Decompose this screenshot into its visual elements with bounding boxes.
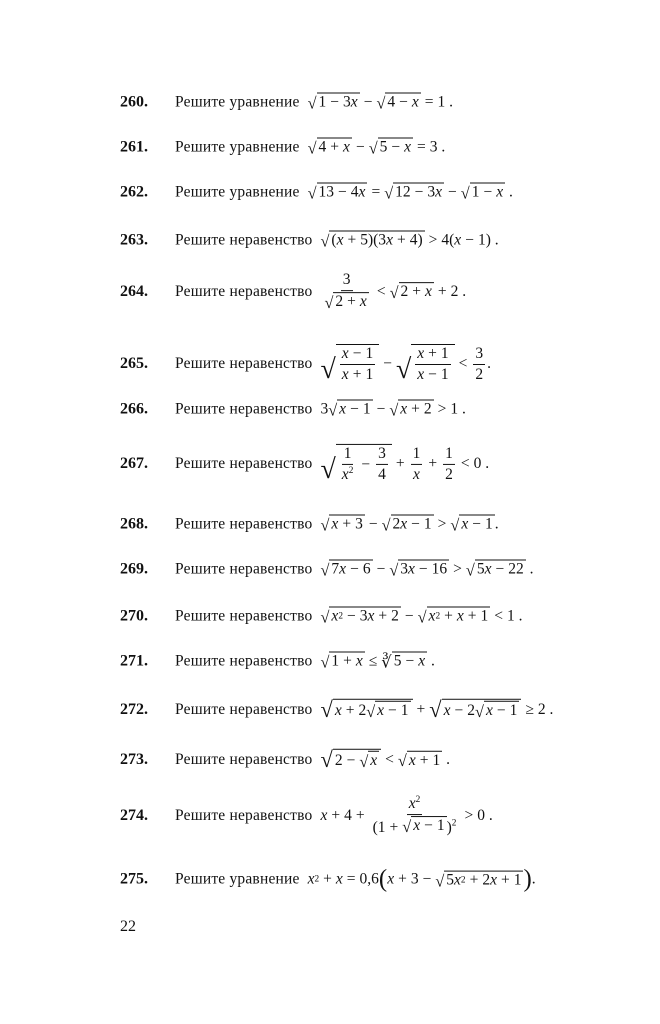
inequality: 3 √ 2 + x < √ 2 + x + 2 . [324, 271, 467, 312]
problem-text: Решите неравенство [175, 751, 313, 768]
problem-264 [120, 271, 466, 313]
inequality: √ x 2 − 3 x + 2 − √ x 2 + x + 1 < 1 . [320, 607, 523, 627]
problem-273 [120, 746, 450, 772]
problem-text: Решите неравенство [175, 701, 313, 718]
problem-270 [120, 607, 522, 626]
problem-263 [120, 231, 499, 250]
inequality: √ 7 x − 6 − √ 3 x − 16 > √ 5 x − 22 . [320, 560, 534, 580]
problem-number: 262. [120, 183, 148, 200]
problem-271 [120, 652, 435, 671]
problem-text: Решите уравнение [175, 93, 300, 110]
problem-text: Решите уравнение [175, 870, 300, 888]
equation: √ 1 − 3 x − √ 4 − x = 1 . [307, 93, 454, 113]
equation: √ 4 + x − √ 5 − x = 3 . [307, 138, 446, 158]
problem-number: 271. [120, 652, 148, 669]
problem-text: Решите неравенство [175, 807, 313, 824]
problem-text: Решите неравенство [175, 283, 313, 300]
problem-number: 268. [120, 515, 148, 532]
problem-text: Решите уравнение [175, 138, 300, 155]
problem-number: 260. [120, 93, 148, 110]
problem-text: Решите неравенство [175, 355, 313, 372]
inequality: √ $\frac{1}{x^2}$ − $\frac{3}{4}$ + $\frac{1}{x}$ + $\frac{1}{2}$ < 0 . [320, 444, 490, 486]
problem-269 [120, 560, 533, 579]
problem-text: Решите уравнение [175, 183, 300, 200]
problem-266 [120, 400, 466, 419]
equation: √ 13 − 4 x = √ 12 − 3 x − √ 1 − x . [307, 183, 513, 203]
problem-number: 272. [120, 701, 148, 718]
inequality: √ $\frac{x - 1}{x + 1}$ − √ $\frac{x + 1}{x - 1}$ < $\frac{3}{2}$ . [320, 344, 492, 386]
problem-260 [120, 93, 453, 112]
problem-number: 261. [120, 138, 148, 155]
problem-number: 270. [120, 607, 148, 624]
inequality: √ x + 2 √ x − 1 + √ x − 2 √ x − 1 ≥ 2 . [320, 696, 554, 722]
page-number: 22 [120, 918, 136, 935]
inequality: x + 4 + $x^2$ (1 + √ x − 1 )$^2$ > 0 . [320, 795, 493, 836]
problem-274 [120, 795, 493, 837]
problem-265 [120, 344, 491, 384]
problem-text: Решите неравенство [175, 400, 313, 417]
problem-number: 266. [120, 400, 148, 417]
problem-number: 265. [120, 355, 148, 372]
inequality: 3 √ x − 1 − √ x + 2 > 1 . [320, 400, 466, 420]
problem-267 [120, 444, 489, 484]
equation: x 2 + x = 0,6 ( x + 3 − √ 5 x 2 + 2 x + 1 ) . [307, 865, 536, 893]
inequality: √ x + 3 − √ 2 x − 1 > √ x − 1 . [320, 515, 499, 535]
problem-number: 267. [120, 455, 148, 472]
problem-261 [120, 138, 445, 157]
problem-number: 275. [120, 870, 148, 888]
problem-number: 264. [120, 283, 148, 300]
problem-number: 263. [120, 231, 148, 248]
problem-number: 274. [120, 807, 148, 824]
inequality: √ 1 + x ≤ ∛ 5 − x . [320, 652, 435, 672]
problem-text: Решите неравенство [175, 515, 313, 532]
problem-262 [120, 183, 513, 202]
inequality: √ 2 − √ x < √ x + 1 . [320, 746, 450, 772]
problem-275 [120, 865, 536, 893]
problem-text: Решите неравенство [175, 607, 313, 624]
problem-number: 269. [120, 560, 148, 577]
problem-text: Решите неравенство [175, 560, 313, 577]
problem-text: Решите неравенство [175, 652, 313, 669]
problem-272 [120, 696, 554, 722]
problem-number: 273. [120, 751, 148, 768]
problem-text: Решите неравенство [175, 231, 313, 248]
inequality: √ ( x + 5)(3 x + 4) > 4( x − 1) . [320, 231, 499, 251]
problem-text: Решите неравенство [175, 455, 313, 472]
problem-268 [120, 515, 499, 534]
